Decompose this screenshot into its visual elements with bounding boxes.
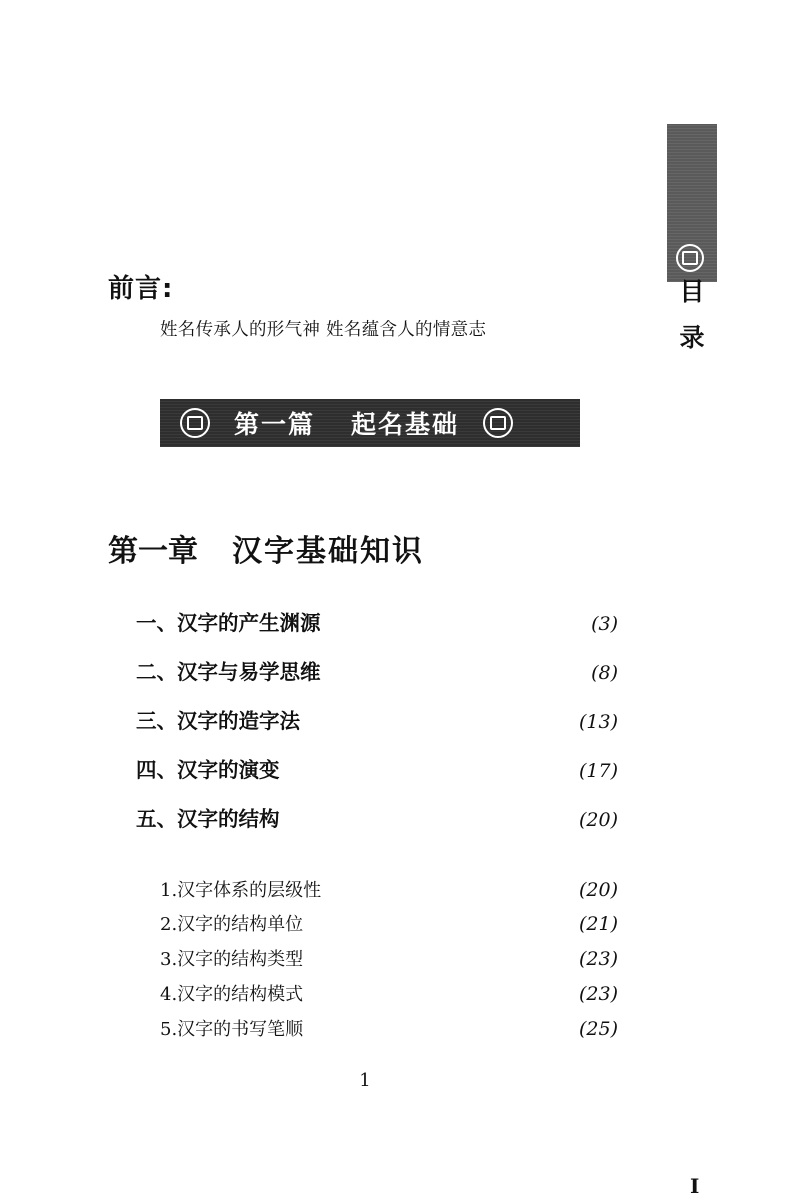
toc-subtitle: 3.汉字的结构类型 bbox=[160, 949, 304, 970]
toc-subtitle: 1.汉字体系的层级性 bbox=[160, 880, 322, 901]
chapter-heading bbox=[108, 526, 424, 570]
toc-page: (13) bbox=[578, 711, 618, 733]
chapter-number: 第一章 bbox=[108, 534, 198, 569]
toc-row[interactable] bbox=[136, 753, 618, 783]
toc-subtitle: 2.汉字的结构单位 bbox=[160, 914, 304, 935]
toc-row[interactable] bbox=[136, 802, 618, 832]
toc-page: (23) bbox=[578, 948, 618, 970]
corner-mark: I bbox=[690, 1174, 700, 1198]
toc-title: 四、汉字的演变 bbox=[136, 758, 280, 782]
seal-icon bbox=[483, 408, 513, 438]
part-banner bbox=[160, 399, 580, 447]
toc-subrow[interactable] bbox=[160, 876, 618, 902]
toc-title: 二、汉字与易学思维 bbox=[136, 660, 321, 684]
toc-row[interactable] bbox=[136, 704, 618, 734]
toc-subrow[interactable] bbox=[160, 945, 618, 971]
toc-subtitle: 5.汉字的书写笔顺 bbox=[160, 1019, 304, 1040]
toc-subrow[interactable] bbox=[160, 1015, 618, 1041]
toc-page: (23) bbox=[578, 983, 618, 1005]
toc-title: 三、汉字的造字法 bbox=[136, 709, 300, 733]
side-tab-char-2: 录 bbox=[679, 323, 705, 352]
toc-page: (8) bbox=[591, 662, 618, 684]
preface-entry: 姓名传承人的形气神 姓名蕴含人的情意志 bbox=[160, 320, 487, 340]
toc-page: (25) bbox=[578, 1018, 618, 1040]
chapter-name: 汉字基础知识 bbox=[232, 534, 424, 569]
toc-row[interactable] bbox=[136, 606, 618, 636]
side-tab bbox=[667, 124, 717, 282]
preface-title: 前言: bbox=[108, 274, 174, 304]
toc-page: (21) bbox=[578, 913, 618, 935]
toc-subrow[interactable] bbox=[160, 980, 618, 1006]
toc-row[interactable] bbox=[136, 655, 618, 685]
toc-page: (17) bbox=[578, 760, 618, 782]
part-name: 起名基础 bbox=[351, 410, 460, 439]
toc-page: (20) bbox=[578, 879, 618, 901]
toc-page: (3) bbox=[591, 613, 618, 635]
seal-icon bbox=[676, 244, 704, 272]
toc-subtitle: 4.汉字的结构模式 bbox=[160, 984, 304, 1005]
page-number: 1 bbox=[359, 1070, 371, 1091]
toc-title: 一、汉字的产生渊源 bbox=[136, 611, 321, 635]
toc-title: 五、汉字的结构 bbox=[136, 807, 280, 831]
toc-page: (20) bbox=[578, 809, 618, 831]
side-tab-char-1: 目 bbox=[679, 277, 705, 306]
part-number: 第一篇 bbox=[234, 410, 316, 439]
toc-subrow[interactable] bbox=[160, 910, 618, 936]
seal-icon bbox=[180, 408, 210, 438]
